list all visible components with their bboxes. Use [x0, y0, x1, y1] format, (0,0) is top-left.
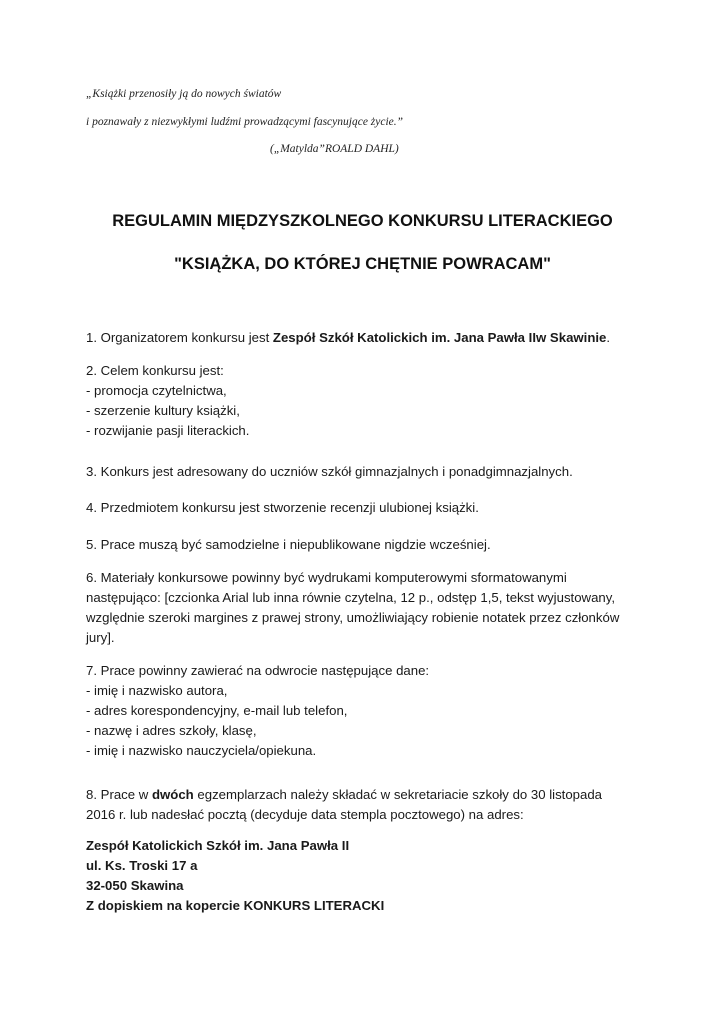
rule-1-prefix: 1. Organizatorem konkursu jest: [86, 330, 273, 345]
address-line: ul. Ks. Troski 17 a: [86, 858, 198, 873]
rule-2-item: - rozwijanie pasji literackich.: [86, 423, 250, 438]
rule-6-line: następująco: [czcionka Arial lub inna równie czytelna, 12 p., odstęp 1,5, tekst wyjustowany,: [86, 590, 616, 605]
rule-8-prefix: 8. Prace w: [86, 787, 152, 802]
rule-7-item: - imię i nazwisko autora,: [86, 683, 228, 698]
address-line: Zespół Katolickich Szkół im. Jana Pawła II: [86, 838, 350, 853]
document-title-line-2: "KSIĄŻKA, DO KTÓREJ CHĘTNIE POWRACAM": [174, 255, 551, 273]
rule-6-line: względnie szeroki margines z prawej strony, umożliwiający robienie notatek przez członków: [86, 610, 620, 625]
rule-8-line-1: [86, 785, 602, 805]
quote-source: („Matylda”ROALD DAHL): [270, 143, 399, 155]
rule-7-item: - adres korespondencyjny, e-mail lub telefon,: [86, 703, 348, 718]
rule-2: [86, 361, 249, 441]
rule-6-line: 6. Materiały konkursowe powinny być wydrukami komputerowymi sformatowanymi: [86, 570, 567, 585]
rule-6-line: jury].: [86, 630, 115, 645]
organizer-name: Zespół Szkół Katolickich im. Jana Pawła IIw Skawinie: [272, 330, 607, 345]
rule-4: 4. Przedmiotem konkursu jest stworzenie recenzji ulubionej książki.: [86, 500, 479, 515]
address-line: 32-050 Skawina: [86, 878, 184, 893]
mailing-address: [86, 836, 384, 916]
address-line: Z dopiskiem na kopercie KONKURS LITERACKI: [86, 898, 385, 913]
rule-8-suffix: egzemplarzach należy składać w sekretariacie szkoły do 30 listopada: [193, 787, 603, 802]
rule-8-line-2: 2016 r. lub nadesłać pocztą (decyduje data stempla pocztowego) na adres:: [86, 807, 524, 822]
rule-7-item: - imię i nazwisko nauczyciela/opiekuna.: [86, 743, 317, 758]
rule-7-intro: 7. Prace powinny zawierać na odwrocie następujące dane:: [86, 663, 430, 678]
rule-2-item: - szerzenie kultury książki,: [86, 403, 240, 418]
rule-5: 5. Prace muszą być samodzielne i niepublikowane nigdzie wcześniej.: [86, 537, 491, 552]
document-title-line-1: REGULAMIN MIĘDZYSZKOLNEGO KONKURSU LITERACKIEGO: [112, 212, 613, 230]
rule-8: [86, 785, 602, 825]
copies-count: dwóch: [151, 787, 194, 802]
rule-2-item: - promocja czytelnictwa,: [86, 383, 227, 398]
rule-2-intro: 2. Celem konkursu jest:: [86, 363, 224, 378]
quote-line-2: i poznawały z niezwykłymi ludźmi prowadzącymi fascynujące życie.”: [86, 116, 404, 128]
rule-7-item: - nazwę i adres szkoły, klasę,: [86, 723, 257, 738]
rule-3: 3. Konkurs jest adresowany do uczniów szkół gimnazjalnych i ponadgimnazjalnych.: [86, 464, 573, 479]
rule-1: [86, 328, 610, 348]
rule-6: [86, 568, 619, 648]
rule-7: [86, 661, 429, 761]
rule-1-suffix: .: [606, 330, 611, 345]
quote-line-1: „Książki przenosiły ją do nowych światów: [86, 88, 282, 100]
